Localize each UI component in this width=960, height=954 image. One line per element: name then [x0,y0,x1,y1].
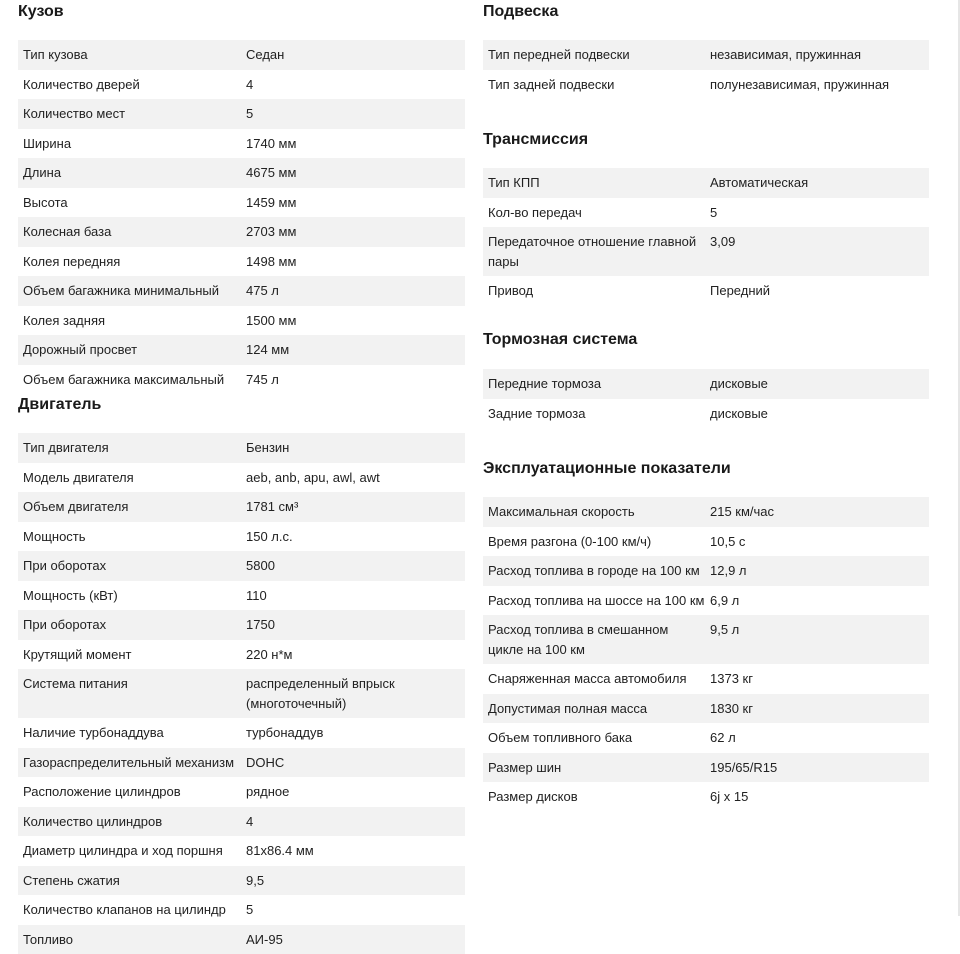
spec-value: 4 [241,812,465,832]
table-row [18,365,465,395]
table-row [483,70,929,100]
spec-value: 4 [241,75,465,95]
table-row [483,615,929,664]
section-title-suspension: Подвеска [483,0,558,24]
table-row [18,866,465,896]
spec-value: 1740 мм [241,134,465,154]
spec-label: Объем багажника максимальный [18,370,241,390]
table-row [483,723,929,753]
spec-label: Количество клапанов на цилиндр [18,900,241,920]
spec-value: 3,09 [705,232,929,271]
table-row [18,463,465,493]
spec-label: Количество мест [18,104,241,124]
table-transmission [483,168,929,306]
spec-label: Колесная база [18,222,241,242]
spec-label: При оборотах [18,556,241,576]
spec-value: 81x86.4 мм [241,841,465,861]
spec-label: Передаточное отношение главной пары [483,232,705,271]
table-row [18,217,465,247]
table-row [483,168,929,198]
spec-value: 475 л [241,281,465,301]
table-row [483,664,929,694]
spec-label: Ширина [18,134,241,154]
table-row [18,748,465,778]
table-row [18,188,465,218]
spec-label: Длина [18,163,241,183]
table-row [483,497,929,527]
table-row [18,581,465,611]
spec-label: Модель двигателя [18,468,241,488]
spec-label: Максимальная скорость [483,502,705,522]
table-row [18,276,465,306]
table-row [18,158,465,188]
spec-value: 1373 кг [705,669,929,689]
spec-value: 2703 мм [241,222,465,242]
table-row [18,70,465,100]
spec-value: 745 л [241,370,465,390]
spec-value: 1830 кг [705,699,929,719]
table-row [18,669,465,718]
spec-value: 1750 [241,615,465,635]
table-row [18,433,465,463]
spec-label: Допустимая полная масса [483,699,705,719]
spec-value: 150 л.с. [241,527,465,547]
spec-label: Время разгона (0-100 км/ч) [483,532,705,552]
table-row [18,129,465,159]
table-row [18,40,465,70]
spec-label: Привод [483,281,705,301]
table-row [18,492,465,522]
spec-label: Расход топлива в городе на 100 км [483,561,705,581]
spec-label: Дорожный просвет [18,340,241,360]
spec-value: 5 [241,900,465,920]
spec-label: Колея передняя [18,252,241,272]
spec-label: Система питания [18,674,241,713]
table-row [483,556,929,586]
spec-value: 1498 мм [241,252,465,272]
table-row [18,718,465,748]
spec-value: 9,5 [241,871,465,891]
spec-label: Количество цилиндров [18,812,241,832]
table-row [18,640,465,670]
spec-value: 1459 мм [241,193,465,213]
spec-value: Автоматическая [705,173,929,193]
spec-label: Расход топлива в смешанном цикле на 100 км [483,620,705,659]
spec-value: турбонаддув [241,723,465,743]
spec-value: рядное [241,782,465,802]
spec-value: DOHC [241,753,465,773]
spec-label: При оборотах [18,615,241,635]
table-suspension [483,40,929,99]
spec-label: Крутящий момент [18,645,241,665]
table-performance [483,497,929,812]
spec-value: 12,9 л [705,561,929,581]
table-row [483,753,929,783]
spec-label: Топливо [18,930,241,950]
table-row [483,694,929,724]
spec-value: 62 л [705,728,929,748]
spec-label: Тип передней подвески [483,45,705,65]
spec-label: Размер шин [483,758,705,778]
spec-label: Тип кузова [18,45,241,65]
table-body [18,40,465,394]
spec-label: Расход топлива на шоссе на 100 км [483,591,705,611]
spec-label: Колея задняя [18,311,241,331]
spec-label: Кол-во передач [483,203,705,223]
spec-value: 9,5 л [705,620,929,659]
spec-value: 10,5 с [705,532,929,552]
section-title-body: Кузов [18,0,64,24]
spec-label: Мощность (кВт) [18,586,241,606]
table-row [18,925,465,954]
table-row [483,399,929,429]
spec-label: Задние тормоза [483,404,705,424]
table-row [18,522,465,552]
spec-value: 6j x 15 [705,787,929,807]
spec-label: Объем багажника минимальный [18,281,241,301]
spec-value: распределенный впрыск (многоточечный) [241,674,465,713]
spec-label: Расположение цилиндров [18,782,241,802]
spec-value: 5 [241,104,465,124]
table-row [18,247,465,277]
table-row [18,99,465,129]
table-row [18,551,465,581]
spec-value: Бензин [241,438,465,458]
table-row [483,586,929,616]
spec-label: Объем двигателя [18,497,241,517]
spec-value: Седан [241,45,465,65]
spec-value: 4675 мм [241,163,465,183]
section-title-performance: Эксплуатационные показатели [483,457,731,481]
table-row [483,276,929,306]
table-row [18,306,465,336]
spec-value: 5800 [241,556,465,576]
table-engine [18,433,465,954]
spec-value: 5 [705,203,929,223]
spec-value: 6,9 л [705,591,929,611]
table-row [18,836,465,866]
table-row [483,782,929,812]
spec-label: Размер дисков [483,787,705,807]
spec-label: Высота [18,193,241,213]
spec-value: полунезависимая, пружинная [705,75,929,95]
table-row [483,369,929,399]
spec-value: 215 км/час [705,502,929,522]
spec-label: Степень сжатия [18,871,241,891]
spec-label: Тип задней подвески [483,75,705,95]
spec-label: Снаряженная масса автомобиля [483,669,705,689]
spec-value: 220 н*м [241,645,465,665]
table-row [18,895,465,925]
spec-label: Газораспределительный механизм [18,753,241,773]
spec-label: Количество дверей [18,75,241,95]
spec-value: 110 [241,586,465,606]
spec-label: Мощность [18,527,241,547]
table-row [483,527,929,557]
spec-value: независимая, пружинная [705,45,929,65]
spec-label: Объем топливного бака [483,728,705,748]
section-title-engine: Двигатель [18,393,101,417]
table-row [18,807,465,837]
spec-label: Тип двигателя [18,438,241,458]
spec-value: 1500 мм [241,311,465,331]
section-title-brakes: Тормозная система [483,328,637,352]
spec-value: 124 мм [241,340,465,360]
spec-value: aeb, anb, apu, awl, awt [241,468,465,488]
table-row [18,335,465,365]
spec-value: дисковые [705,404,929,424]
spec-label: Тип КПП [483,173,705,193]
table-row [483,40,929,70]
table-row [483,227,929,276]
section-title-transmission: Трансмиссия [483,128,588,152]
spec-value: 1781 см³ [241,497,465,517]
table-row [18,610,465,640]
table-brakes [483,369,929,428]
spec-label: Передние тормоза [483,374,705,394]
spec-label: Диаметр цилиндра и ход поршня [18,841,241,861]
spec-value: АИ-95 [241,930,465,950]
table-row [18,777,465,807]
spec-value: 195/65/R15 [705,758,929,778]
spec-value: Передний [705,281,929,301]
spec-value: дисковые [705,374,929,394]
spec-label: Наличие турбонаддува [18,723,241,743]
table-row [483,198,929,228]
